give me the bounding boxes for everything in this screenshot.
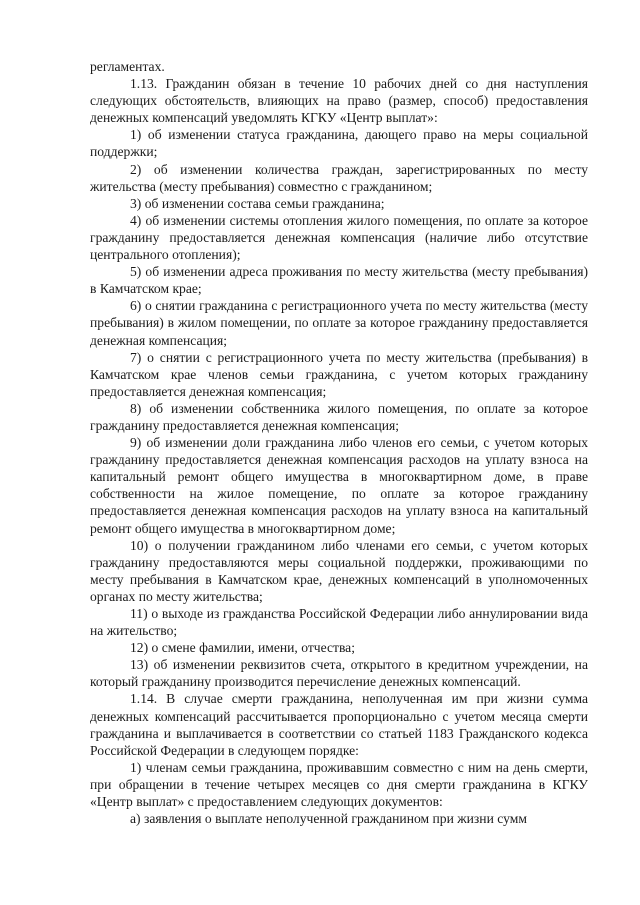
document-paragraph: 1.13. Гражданин обязан в течение 10 рабочих дней со дня наступления следующих обстоятельств, влияющих на право (размер, способ) предоставления денежных компенсаций уведомлять КГКУ «Центр выплат»: [90,76,588,126]
document-paragraph: 8) об изменении собственника жилого помещения, по оплате за которое гражданину предоставляется денежная компенсация; [90,400,588,433]
document-body [90,58,588,827]
document-paragraph: 12) о смене фамилии, имени, отчества; [130,640,355,656]
document-paragraph: 2) об изменении количества граждан, зарегистрированных по месту жительства (месту пребывания) совместно с гражданином; [90,161,588,194]
document-paragraph: 9) об изменении доли гражданина либо членов его семьи, с учетом которых гражданину предоставляется денежная компенсация расходов на уплату взноса на капитальный ремонт общего имущества в многоквартирном доме, в праве собственности на жилое помещение, по оплате за которое гражданину предоставляется денежная компенсация расходов на уплату взноса на капитальный ремонт общего имущества в многоквартирном доме; [90,435,588,536]
document-paragraph: 5) об изменении адреса проживания по месту жительства (месту пребывания) в Камчатском крае; [90,264,588,297]
document-paragraph: 6) о снятии гражданина с регистрационного учета по месту жительства (месту пребывания) в жилом помещении, по оплате за которое гражданину предоставляется денежная компенсация; [90,298,588,348]
document-paragraph: 1.14. В случае смерти гражданина, неполученная им при жизни сумма денежных компенсаций рассчитывается пропорционально с учетом месяца смерти гражданина и выплачивается в соответствии со статьей 1183 Гражданского кодекса Российской Федерации в следующем порядке: [90,691,588,758]
document-paragraph: а) заявления о выплате неполученной гражданином при жизни сумм [130,811,527,827]
document-paragraph: 11) о выходе из гражданства Российской Федерации либо аннулировании вида на жительство; [90,606,588,639]
document-paragraph: 10) о получении гражданином либо членами его семьи, с учетом которых гражданину предоставляются меры социальной поддержки, проживающими по месту пребывания в Камчатском крае, денежных компенсаций в уполномоченных органах по месту жительства; [90,537,588,604]
document-paragraph: 4) об изменении системы отопления жилого помещения, по оплате за которое гражданину предоставляется денежная компенсация (наличие либо отсутствие центрального отопления); [90,212,588,263]
document-paragraph: 1) членам семьи гражданина, проживавшим совместно с ним на день смерти, при обращении в течение четырех месяцев со дня смерти гражданина в КГКУ «Центр выплат» с предоставлением следующих документов: [90,759,588,810]
document-paragraph: 3) об изменении состава семьи гражданина; [130,195,385,211]
document-paragraph: регламентах. [90,59,165,74]
document-paragraph: 7) о снятии с регистрационного учета по месту жительства (пребывания) в Камчатском крае членов семьи гражданина, с учетом которых гражданину предоставляется денежная компенсация; [90,349,588,399]
document-paragraph: 1) об изменении статуса гражданина, дающего право на меры социальной поддержки; [90,127,588,160]
document-paragraph: 13) об изменении реквизитов счета, открытого в кредитном учреждении, на который гражданину производится перечисление денежных компенсаций. [90,657,588,690]
